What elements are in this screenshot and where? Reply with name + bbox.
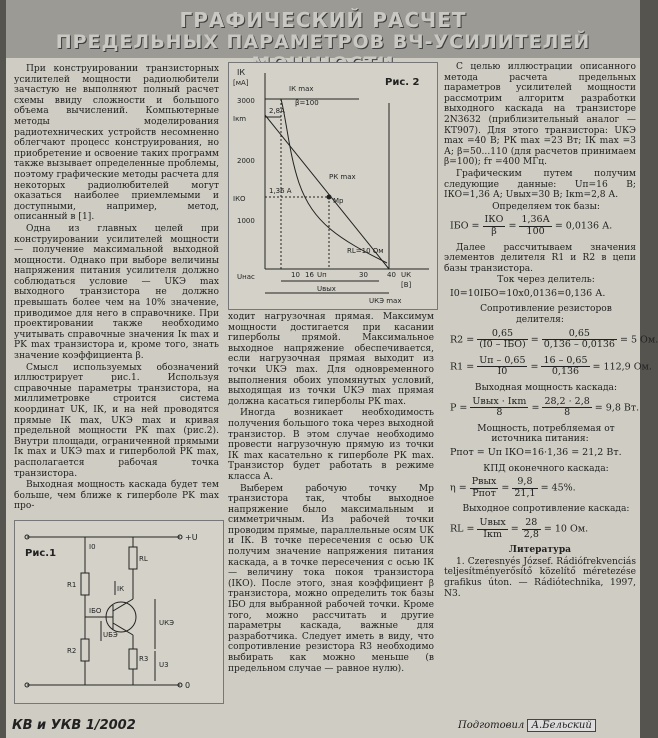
formula-caption: Мощность, потребляемая от источника питания: (477, 423, 615, 445)
denominator: Pпот (472, 487, 496, 499)
fraction (542, 329, 617, 351)
fraction (470, 397, 528, 419)
denominator: 8 (496, 407, 503, 419)
text-column-3 (444, 62, 658, 702)
formula-lhs: P = (450, 402, 471, 414)
y-unit-label: [мА] (233, 79, 249, 87)
literature-heading: Литература (508, 544, 572, 556)
numerator: 1,36А (521, 214, 550, 226)
numerator: 16 – 0,65 (543, 354, 588, 366)
uvyx-label: Uвых (317, 285, 336, 293)
formula-result: = 45%. (540, 482, 576, 494)
y-tick: 2000 (237, 157, 255, 165)
schematic-drawing (15, 521, 223, 703)
fraction (477, 356, 527, 378)
x-tick: 16 (305, 271, 314, 279)
x-tick: 40 (387, 271, 396, 279)
r1-label: R1 (67, 581, 77, 589)
ikm-label: Iкm (233, 115, 247, 123)
formula-lhs: RL = (450, 523, 478, 535)
x-axis-label: UК (401, 271, 412, 279)
x-tick: 10 (291, 271, 300, 279)
ik-max-label: IК max (289, 85, 314, 93)
numerator: Uп – 0,65 (479, 354, 526, 366)
numerator: IКО (484, 214, 504, 226)
formula-lhs: R1 = (450, 361, 478, 373)
usat-label: Uнас (237, 273, 255, 281)
formula-lhs: IБО = (450, 220, 483, 232)
paragraph: Далее рассчитываем значения элементов делителя R1 и R2 в цепи базы транзистора. (444, 242, 636, 274)
formula-caption: Выходная мощность каскада: (474, 383, 618, 394)
fraction (522, 518, 541, 540)
rl-label: RL (139, 555, 148, 563)
figure-1-label: Рис.1 (25, 548, 57, 559)
page-footer (6, 712, 640, 738)
numerator: Uвых (479, 516, 506, 528)
text-column-2 (228, 312, 434, 724)
pk-max-label: PК max (329, 173, 356, 181)
denominator: 8 (564, 407, 571, 419)
ibo-label: IБО (89, 607, 102, 615)
formula-lhs: η = (450, 482, 470, 494)
denominator: I0 (497, 366, 508, 378)
formula-result: = 10 Ом. (543, 523, 589, 535)
numerator: 28,2 · 2,8 (544, 395, 590, 407)
fraction (512, 477, 537, 499)
r2-label: R2 (67, 647, 77, 655)
pout-formula: P = $\frac{\text{Uвых · Iкm}}{8}$ = $\frac{28,2 \cdot 2,8}{8}$ = 9,8 Вт. (450, 395, 640, 419)
r2-formula: R2 = $\frac{0,65}{\text{(I0 – IБО)}}$ = $\frac{0,65}{0,136 - 0,0136}$ = 5 Ом. (450, 327, 658, 351)
plus-u-label: +U (185, 533, 198, 542)
fraction (477, 329, 528, 351)
paragraph: Выходная мощность каскада будет тем больше, чем ближе к гиперболе PK max про- (14, 480, 219, 512)
denominator: 21,1 (514, 487, 536, 499)
numerator: 28 (522, 518, 541, 530)
paragraph: Иногда возникает необходимость получения большого тока через выходной транзистор. В этом случае необходимо провести нагрузочную прямую из точки IК max касательно к гиперболе PК max. Транзистор будет работать в режиме класса А. (228, 408, 434, 482)
y-tick: 3000 (237, 97, 255, 105)
graph-drawing (229, 63, 437, 309)
zero-label: 0 (185, 681, 191, 690)
formula-result: = 112,9 Ом. (592, 361, 652, 373)
literature-item: 1. Czeresnyés József. Rádiófrekvenciás teljesítményerősítő közelítő méretezése grafikus úton. — Rádiótechnika, 1997, N3. (444, 556, 636, 599)
formula-caption: Сопротивление резисторов делителя: (480, 304, 612, 326)
text-column-1 (14, 64, 219, 514)
val-28-label: 2,8А (269, 107, 285, 115)
paragraph: С целью иллюстрации описанного метода расчета предельных параметров усилителей мощности рассмотрим алгоритм разработки выходного каскада на транзисторе 2N3632 (приблизительный аналог — КТ907). Для этого транзистора: UКЭ max =40 В; PК max =23 Вт; IК max =3 А; β=50...110 (для расчетов принимаем β=100); fт =400 МГц. (444, 62, 636, 168)
r1-formula: R1 = $\frac{Uп - 0,65}{I0}$ = $\frac{16 - 0,65}{0,136}$ = 112,9 Ом. (450, 354, 652, 378)
x-tick: 30 (359, 271, 368, 279)
ppot-formula: Pпот = Uп IКО=16·1,36 = 21,2 Вт. (450, 447, 622, 458)
denominator: 0,136 – 0,0136 (543, 339, 615, 351)
paragraph: Выберем рабочую точку Мр транзистора так, чтобы выходное напряжение было максимальным и симметричным. Из рабочей точки проводим прямые, параллельные осям UК и IК. В точке пересечения с осью UК получим значение напряжения питания каскада, а в точке пересечения с осью IК — величину тока покоя транзистора (IКО). После этого, зная коэффициент β транзистора, можно определить ток базы IБО для выбранной рабочей точки. Кроме того, можно рассчитать и другие параметры каскада, важные для разработчика. Следует иметь в виду, что сопротивление резистора R3 необходимо выбирать как можно меньше (в предельном случае — равное нулю). (228, 483, 434, 674)
fraction (541, 356, 589, 378)
figure-1-schematic (14, 520, 224, 704)
denominator: Iкm (483, 528, 502, 540)
working-point-mp (327, 195, 332, 200)
rl-formula: RL = $\frac{\text{Uвых}}{\text{Iкm}}$ = $\frac{28}{2,8}$ = 10 Ом. (450, 516, 589, 540)
val-136-label: 1,36 А (269, 187, 292, 195)
iko-label: IКО (233, 195, 246, 203)
beta-label: β=100 (295, 99, 319, 107)
y-axis-label: IК (237, 68, 246, 77)
ik-label: IК (117, 585, 125, 593)
paragraph: ходит нагрузочная прямая. Максимум мощности достигается при касании гиперболы прямой. Максимальное выходное напряжение обеспечивается, если нагрузочная прямая выходит из точки UКЭ max. Для одновременного выполнения обоих упомянутых условий, выходящая из точки UКЭ max прямая должна касаться гиперболы PК max. (228, 312, 434, 407)
efficiency-formula: η = $\frac{\text{Pвых}}{\text{Pпот}}$ = $\frac{9,8}{21,1}$ = 45%. (450, 476, 576, 499)
rl-line-label: RL=10 Ом (347, 247, 384, 255)
prepared-label: Подготовил (458, 720, 525, 731)
uke-label: UКЭ (159, 619, 174, 627)
numerator: Uвых · Iкm (472, 395, 527, 407)
fraction (483, 215, 506, 237)
formula-result: = 9,8 Вт. (594, 402, 640, 414)
divider-current-formula: I0=10IБО=10x0,0136=0,136 А. (450, 287, 606, 299)
ube-label: UБЭ (103, 631, 118, 639)
formula-caption: Определяем ток базы: (492, 201, 600, 212)
denominator: β (491, 225, 497, 237)
paragraph: Графическим путем получим следующие данные: Uп=16 В; IКО=1,36 А; Uвых=30 В; Iкm=2,8 А. (444, 168, 636, 201)
formula-caption: Выходное сопротивление каскада: (462, 504, 630, 515)
paragraph: Смысл используемых обозначений иллюстрирует рис.1. Используя справочные параметры транзистора, на миллиметровке строится система координат UК, IК, и на ней проводятся прямые IК max, UКЭ max и кривая предельной мощности PК max (рис.2). Внутри площади, ограниченной прямыми Iк max и UКЭ max и гиперболой PК max, располагается рабочая точка транзистора. (14, 362, 219, 479)
article-title-line1: ГРАФИЧЕСКИЙ РАСЧЕТ (179, 8, 467, 32)
uke-max-label: UКЭ max (369, 297, 402, 305)
formula-result: = 5 Ом. (620, 334, 658, 346)
x-unit-label: [В] (401, 281, 412, 289)
formula-lhs: R2 = (450, 334, 478, 346)
formula-caption: КПД оконечного каскада: (483, 463, 609, 474)
mp-label: Мр (333, 197, 344, 205)
denominator: 2,8 (523, 528, 539, 540)
u3-label: U3 (159, 661, 169, 669)
numerator: Pвых (471, 476, 497, 488)
journal-name: КВ и УКВ 1/2002 (12, 718, 136, 733)
figure-2-graph (228, 62, 438, 310)
figure-2-label: Рис. 2 (385, 77, 420, 88)
magazine-page (6, 0, 658, 738)
paragraph: Одна из главных целей при конструировании усилителей мощности — получение максимальной выходной мощности. Однако при выборе величины напряжения питания усилителя должно соблюдаться условие — UКЭ max выходного транзистора не должно превышать более чем на 10% значение, приводимое для него в справочнике. При проектировании также необходимо учитывать справочные значения Iк max и PK max транзистора и, кроме того, знать значение коэффициента β. (14, 223, 219, 362)
i0-label: I0 (89, 543, 96, 551)
fraction (542, 397, 591, 419)
fraction (519, 215, 551, 237)
denominator: (I0 – IБО) (479, 339, 526, 351)
fraction (477, 518, 507, 540)
r3-label: R3 (139, 655, 149, 663)
base-current-formula: IБО = $\frac{\text{IКО}}{\beta}$ = $\frac{1,36А}{100}$ = 0,0136 А. (450, 214, 613, 237)
formula-caption: Ток через делитель: (497, 275, 595, 286)
numerator: 0,65 (542, 329, 617, 341)
article-title-line2: ПРЕДЕЛЬНЫХ ПАРАМЕТРОВ ВЧ-УСИЛИТЕЛЕЙ (55, 31, 591, 53)
numerator: 0,65 (477, 329, 528, 341)
fraction (470, 477, 499, 499)
formula-result: = 0,0136 А. (554, 220, 613, 232)
y-tick: 1000 (237, 217, 255, 225)
denominator: 100 (526, 225, 545, 237)
prepared-by (458, 720, 596, 731)
numerator: 9,8 (512, 477, 537, 489)
denominator: 0,136 (551, 366, 580, 378)
author-name: А.Бельский (527, 719, 595, 732)
up-label: Uп (317, 271, 327, 279)
paragraph: При конструировании транзисторных усилителей мощности радиолюбители зачастую не выполняют полный расчет схемы ввиду сложности и большого объема вычислений. Компьютерные методы моделирования радиотехнических устройств несомненно облегчают процесс конструирования, но приобретение и освоение таких программ также вызывает определенные проблемы, поэтому графические методы расчета для некоторых радиолюбителей могут оказаться наиболее приемлемыми и доступными, например, метод, описанный в [1]. (14, 64, 220, 223)
